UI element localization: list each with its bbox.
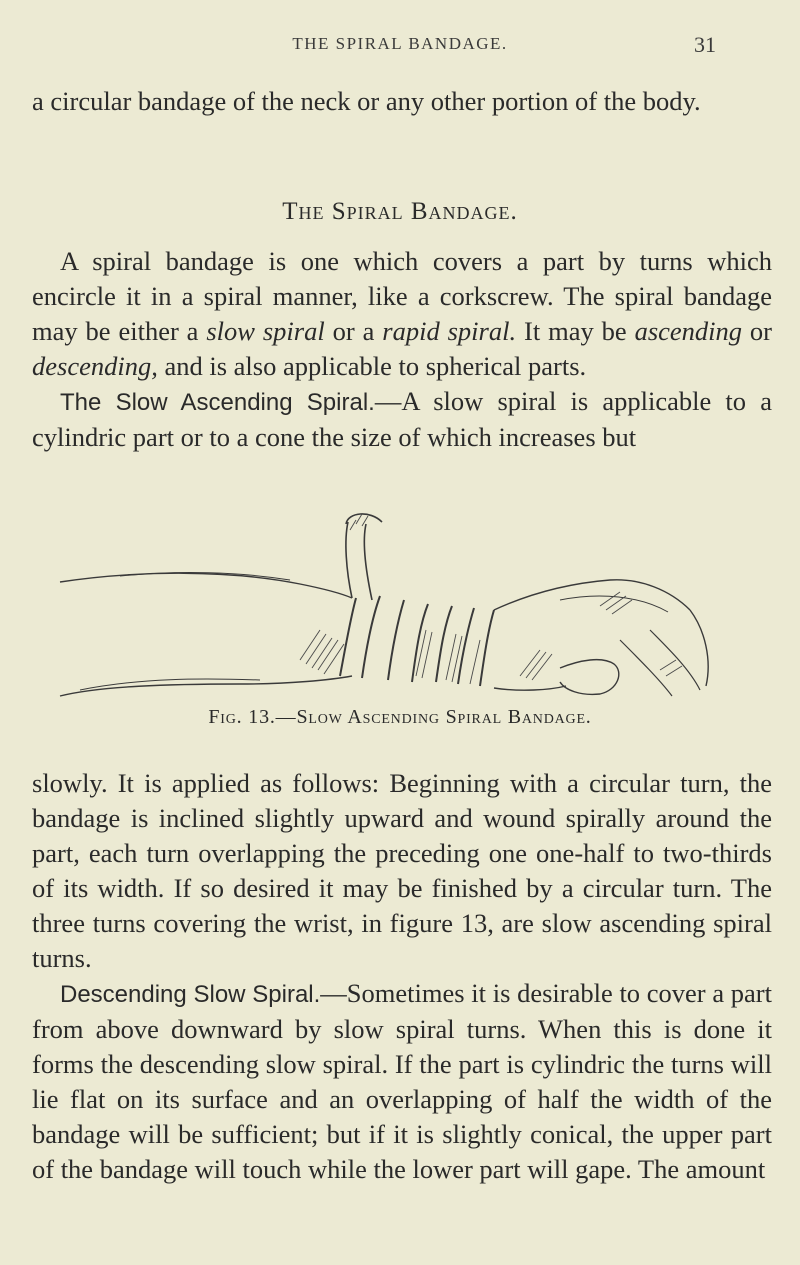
- run-in-heading-slow-ascending: The Slow Ascending Spiral.: [60, 389, 375, 416]
- running-title: THE SPIRAL BANDAGE.: [292, 34, 508, 53]
- paragraph-definition: A spiral bandage is one which covers a part by turns which encircle it in a spiral manner, like a corkscrew. The spiral bandage may be either a slow spiral or a rapid spiral. It may be ascending or descending, and is also applicable to spherical parts.: [32, 246, 772, 381]
- term-ascending: ascending: [634, 316, 743, 346]
- paragraph-application: slowly. It is applied as follows: Beginning with a circular turn, the bandage is inclined slightly upward and wound spirally around the part, each turn overlapping the preceding one one-half to two-thirds of its width. If so desired it may be finished by a circular turn. The three turns covering the wrist, in figure 13, are slow ascending spiral turns.: [32, 768, 772, 973]
- paragraph-slow-ascending: The Slow Ascending Spiral.—A slow spiral is applicable to a cylindric part or to a cone the size of which increases but: [32, 386, 772, 452]
- run-in-heading-descending: Descending Slow Spiral.: [60, 981, 321, 1008]
- intro-text: a circular bandage of the neck or any other portion of the body.: [32, 86, 701, 116]
- section-body: [32, 244, 772, 455]
- term-descending: descending,: [32, 351, 158, 381]
- page-number: 31: [694, 32, 716, 57]
- section-heading: The Spiral Bandage.: [282, 198, 518, 225]
- bandaged-arm-illustration: [0, 500, 800, 700]
- continuation-body: [32, 766, 772, 1187]
- paragraph-descending: Descending Slow Spiral.—Sometimes it is desirable to cover a part from above downward by slow spiral turns. When this is done it forms the descending slow spiral. If the part is cylindric the turns will lie flat on its surface and an overlapping of half the width of the bandage will be sufficient; but if it is slightly conical, the upper part of the bandage will touch while the lower part will gape. The amount: [32, 978, 772, 1184]
- term-rapid-spiral: rapid spiral.: [382, 316, 517, 346]
- intro-paragraph: [32, 84, 772, 119]
- term-slow-spiral: slow spiral: [206, 316, 325, 346]
- figure-caption: Fig. 13.—Slow Ascending Spiral Bandage.: [208, 706, 592, 728]
